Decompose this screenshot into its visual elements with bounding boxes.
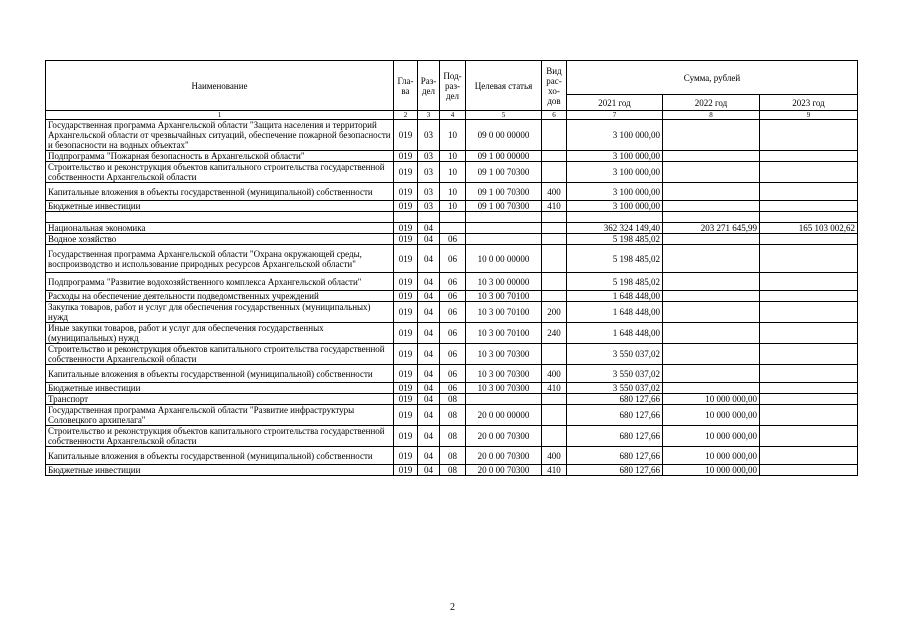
row-sum-2021: 362 324 149,40	[567, 223, 663, 234]
row-name: Бюджетные инвестиции	[46, 383, 394, 394]
column-number: 4	[440, 111, 466, 120]
row-section: 04	[418, 234, 440, 245]
row-chapter: 019	[394, 323, 418, 344]
row-target-article: 10 0 00 00000	[466, 245, 542, 273]
row-sum-2023	[760, 405, 858, 426]
row-expense-type	[542, 344, 567, 365]
row-sum-2021: 1 648 448,00	[567, 323, 663, 344]
row-chapter: 019	[394, 394, 418, 405]
row-name: Капитальные вложения в объекты государственной (муниципальной) собственности	[46, 183, 394, 201]
row-subsection: 06	[440, 234, 466, 245]
row-chapter	[394, 212, 418, 223]
row-subsection: 10	[440, 162, 466, 183]
row-name: Подпрограмма "Развитие водохозяйственного комплекса Архангельской области"	[46, 273, 394, 291]
row-sum-2021	[567, 212, 663, 223]
row-target-article: 09 1 00 70300	[466, 183, 542, 201]
row-section: 04	[418, 383, 440, 394]
row-chapter: 019	[394, 383, 418, 394]
table-row	[46, 183, 858, 201]
row-sum-2022: 10 000 000,00	[663, 426, 760, 447]
row-sum-2022	[663, 120, 760, 151]
row-sum-2021: 1 648 448,00	[567, 302, 663, 323]
row-section: 04	[418, 394, 440, 405]
row-section: 04	[418, 447, 440, 465]
row-expense-type: 410	[542, 201, 567, 212]
row-chapter: 019	[394, 120, 418, 151]
header-name: Наименование	[46, 61, 394, 111]
row-sum-2021: 680 127,66	[567, 405, 663, 426]
row-sum-2023	[760, 212, 858, 223]
row-target-article: 10 3 00 70300	[466, 344, 542, 365]
row-name: Капитальные вложения в объекты государственной (муниципальной) собственности	[46, 365, 394, 383]
row-sum-2023	[760, 447, 858, 465]
row-chapter: 019	[394, 162, 418, 183]
row-sum-2021: 3 100 000,00	[567, 120, 663, 151]
row-sum-2022	[663, 365, 760, 383]
row-chapter: 019	[394, 302, 418, 323]
column-number: 6	[542, 111, 567, 120]
table-row	[46, 465, 858, 476]
row-section: 03	[418, 183, 440, 201]
row-name: Транспорт	[46, 394, 394, 405]
column-number: 8	[663, 111, 760, 120]
row-sum-2023	[760, 120, 858, 151]
row-sum-2023	[760, 201, 858, 212]
row-sum-2021: 680 127,66	[567, 447, 663, 465]
row-name: Закупка товаров, работ и услуг для обеспечения государственных (муниципальных) нужд	[46, 302, 394, 323]
row-sum-2021: 3 550 037,02	[567, 344, 663, 365]
row-name: Иные закупки товаров, работ и услуг для обеспечения государственных (муниципальных) нужд	[46, 323, 394, 344]
table-row	[46, 383, 858, 394]
row-section: 03	[418, 151, 440, 162]
page-number: 2	[450, 602, 455, 613]
row-section: 04	[418, 302, 440, 323]
row-chapter: 019	[394, 273, 418, 291]
row-chapter: 019	[394, 405, 418, 426]
row-expense-type	[542, 245, 567, 273]
row-subsection: 06	[440, 273, 466, 291]
row-section: 04	[418, 365, 440, 383]
row-sum-2021: 3 100 000,00	[567, 162, 663, 183]
row-section: 03	[418, 120, 440, 151]
table-row	[46, 273, 858, 291]
row-sum-2023	[760, 465, 858, 476]
row-name: Государственная программа Архангельской области "Развитие инфраструктуры Соловецкого архипелага"	[46, 405, 394, 426]
row-sum-2023	[760, 291, 858, 302]
row-expense-type	[542, 405, 567, 426]
row-target-article: 20 0 00 00000	[466, 405, 542, 426]
row-sum-2022: 10 000 000,00	[663, 465, 760, 476]
row-subsection: 08	[440, 465, 466, 476]
row-sum-2022	[663, 273, 760, 291]
row-subsection: 06	[440, 245, 466, 273]
row-target-article: 10 3 00 00000	[466, 273, 542, 291]
column-number: 2	[394, 111, 418, 120]
row-sum-2021: 5 198 485,02	[567, 245, 663, 273]
row-sum-2022: 10 000 000,00	[663, 394, 760, 405]
row-subsection: 06	[440, 344, 466, 365]
row-target-article: 09 1 00 70300	[466, 201, 542, 212]
row-sum-2022	[663, 151, 760, 162]
row-chapter: 019	[394, 344, 418, 365]
table-row	[46, 223, 858, 234]
row-subsection: 08	[440, 405, 466, 426]
row-chapter: 019	[394, 183, 418, 201]
row-subsection: 08	[440, 447, 466, 465]
row-sum-2023	[760, 162, 858, 183]
row-section: 04	[418, 344, 440, 365]
row-chapter: 019	[394, 223, 418, 234]
row-target-article: 10 3 00 70300	[466, 383, 542, 394]
row-expense-type: 400	[542, 447, 567, 465]
row-subsection	[440, 223, 466, 234]
row-sum-2022	[663, 344, 760, 365]
row-sum-2021: 5 198 485,02	[567, 234, 663, 245]
row-expense-type: 410	[542, 465, 567, 476]
row-section: 04	[418, 465, 440, 476]
header-expense-type: Вид рас-хо-дов	[542, 61, 567, 111]
row-sum-2022	[663, 383, 760, 394]
column-number: 3	[418, 111, 440, 120]
row-sum-2022	[663, 291, 760, 302]
row-target-article: 09 1 00 70300	[466, 162, 542, 183]
row-sum-2022	[663, 162, 760, 183]
row-expense-type	[542, 291, 567, 302]
row-expense-type	[542, 120, 567, 151]
table-row	[46, 394, 858, 405]
table-row	[46, 426, 858, 447]
row-sum-2022	[663, 183, 760, 201]
row-expense-type: 410	[542, 383, 567, 394]
row-expense-type: 200	[542, 302, 567, 323]
row-expense-type	[542, 394, 567, 405]
table-row	[46, 302, 858, 323]
header-year-2022: 2022 год	[663, 95, 760, 111]
row-sum-2023	[760, 234, 858, 245]
row-target-article: 20 0 00 70300	[466, 447, 542, 465]
column-number: 9	[760, 111, 858, 120]
row-expense-type	[542, 426, 567, 447]
row-sum-2023: 165 103 002,62	[760, 223, 858, 234]
row-expense-type	[542, 223, 567, 234]
table-row	[46, 323, 858, 344]
row-sum-2021: 5 198 485,02	[567, 273, 663, 291]
row-sum-2022	[663, 201, 760, 212]
table-row	[46, 120, 858, 151]
row-section: 04	[418, 223, 440, 234]
row-sum-2021: 3 100 000,00	[567, 201, 663, 212]
row-subsection: 10	[440, 151, 466, 162]
budget-table	[45, 60, 858, 476]
row-chapter: 019	[394, 245, 418, 273]
table-row	[46, 365, 858, 383]
row-target-article: 09 0 00 00000	[466, 120, 542, 151]
row-sum-2023	[760, 344, 858, 365]
row-subsection: 06	[440, 302, 466, 323]
header-year-2023: 2023 год	[760, 95, 858, 111]
row-expense-type	[542, 162, 567, 183]
row-sum-2023	[760, 183, 858, 201]
row-expense-type	[542, 212, 567, 223]
row-sum-2022	[663, 234, 760, 245]
row-subsection	[440, 212, 466, 223]
table-row	[46, 234, 858, 245]
row-sum-2023	[760, 302, 858, 323]
row-name: Бюджетные инвестиции	[46, 465, 394, 476]
row-expense-type	[542, 273, 567, 291]
header-year-2021: 2021 год	[567, 95, 663, 111]
table-body	[46, 120, 858, 476]
header-chapter: Гла-ва	[394, 61, 418, 111]
row-expense-type: 400	[542, 183, 567, 201]
table-row	[46, 344, 858, 365]
row-subsection: 10	[440, 120, 466, 151]
row-expense-type: 240	[542, 323, 567, 344]
row-section: 04	[418, 273, 440, 291]
row-sum-2021: 3 550 037,02	[567, 383, 663, 394]
row-section: 03	[418, 201, 440, 212]
row-sum-2022	[663, 212, 760, 223]
row-sum-2023	[760, 426, 858, 447]
row-chapter: 019	[394, 465, 418, 476]
row-name: Бюджетные инвестиции	[46, 201, 394, 212]
row-name: Государственная программа Архангельской области "Охрана окружающей среды, воспроизводство и использование природных ресурсов Архангельской области"	[46, 245, 394, 273]
row-chapter: 019	[394, 365, 418, 383]
table-row	[46, 447, 858, 465]
header-section: Раз-дел	[418, 61, 440, 111]
row-target-article: 10 3 00 70100	[466, 291, 542, 302]
row-target-article	[466, 394, 542, 405]
row-subsection: 06	[440, 291, 466, 302]
column-number: 1	[46, 111, 394, 120]
row-name: Строительство и реконструкция объектов капитального строительства государственной собственности Архангельской области	[46, 344, 394, 365]
row-name: Капитальные вложения в объекты государственной (муниципальной) собственности	[46, 447, 394, 465]
table-row	[46, 162, 858, 183]
header-subsection: Под-раз-дел	[440, 61, 466, 111]
row-sum-2021: 680 127,66	[567, 394, 663, 405]
row-sum-2022: 10 000 000,00	[663, 447, 760, 465]
row-subsection: 08	[440, 426, 466, 447]
row-name	[46, 212, 394, 223]
row-section: 04	[418, 405, 440, 426]
row-section: 03	[418, 162, 440, 183]
row-name: Расходы на обеспечение деятельности подведомственных учреждений	[46, 291, 394, 302]
row-target-article	[466, 234, 542, 245]
header-target: Целевая статья	[466, 61, 542, 111]
header-sum: Сумма, рублей	[567, 61, 858, 95]
row-target-article	[466, 212, 542, 223]
table-row	[46, 245, 858, 273]
row-expense-type	[542, 151, 567, 162]
table-row	[46, 291, 858, 302]
table-row	[46, 201, 858, 212]
row-name: Государственная программа Архангельской области "Защита населения и территорий Архангельской области от чрезвычайных ситуаций, обеспечение пожарной безопасности и безопасности на водных объектах"	[46, 120, 394, 151]
row-sum-2023	[760, 383, 858, 394]
row-target-article	[466, 223, 542, 234]
row-sum-2023	[760, 273, 858, 291]
row-sum-2022	[663, 323, 760, 344]
row-sum-2022	[663, 245, 760, 273]
row-name: Строительство и реконструкция объектов капитального строительства государственной собственности Архангельской области	[46, 426, 394, 447]
row-expense-type: 400	[542, 365, 567, 383]
row-subsection: 06	[440, 323, 466, 344]
row-name: Подпрограмма "Пожарная безопасность в Архангельской области"	[46, 151, 394, 162]
row-sum-2023	[760, 151, 858, 162]
row-target-article: 10 3 00 70300	[466, 365, 542, 383]
row-name: Водное хозяйство	[46, 234, 394, 245]
row-section	[418, 212, 440, 223]
row-chapter: 019	[394, 426, 418, 447]
row-chapter: 019	[394, 201, 418, 212]
row-sum-2023	[760, 394, 858, 405]
row-subsection: 10	[440, 183, 466, 201]
row-section: 04	[418, 323, 440, 344]
row-target-article: 20 0 00 70300	[466, 465, 542, 476]
row-sum-2022: 10 000 000,00	[663, 405, 760, 426]
column-number: 7	[567, 111, 663, 120]
row-expense-type	[542, 234, 567, 245]
row-target-article: 10 3 00 70100	[466, 302, 542, 323]
row-sum-2022	[663, 302, 760, 323]
table-row	[46, 151, 858, 162]
row-section: 04	[418, 245, 440, 273]
row-subsection: 06	[440, 365, 466, 383]
row-chapter: 019	[394, 447, 418, 465]
column-number-row	[46, 111, 858, 120]
table-row	[46, 212, 858, 223]
row-sum-2021: 680 127,66	[567, 465, 663, 476]
row-target-article: 20 0 00 70300	[466, 426, 542, 447]
column-number: 5	[466, 111, 542, 120]
row-target-article: 09 1 00 00000	[466, 151, 542, 162]
row-sum-2021: 3 550 037,02	[567, 365, 663, 383]
row-sum-2022: 203 271 645,99	[663, 223, 760, 234]
row-sum-2023	[760, 245, 858, 273]
row-subsection: 06	[440, 383, 466, 394]
row-sum-2021: 680 127,66	[567, 426, 663, 447]
row-chapter: 019	[394, 234, 418, 245]
row-sum-2021: 1 648 448,00	[567, 291, 663, 302]
row-name: Строительство и реконструкция объектов капитального строительства государственной собственности Архангельской области	[46, 162, 394, 183]
row-target-article: 10 3 00 70100	[466, 323, 542, 344]
table-row	[46, 405, 858, 426]
row-subsection: 08	[440, 394, 466, 405]
row-name: Национальная экономика	[46, 223, 394, 234]
row-subsection: 10	[440, 201, 466, 212]
row-section: 04	[418, 426, 440, 447]
row-sum-2023	[760, 365, 858, 383]
row-sum-2021: 3 100 000,00	[567, 183, 663, 201]
row-sum-2021: 3 100 000,00	[567, 151, 663, 162]
row-sum-2023	[760, 323, 858, 344]
row-chapter: 019	[394, 151, 418, 162]
row-chapter: 019	[394, 291, 418, 302]
row-section: 04	[418, 291, 440, 302]
